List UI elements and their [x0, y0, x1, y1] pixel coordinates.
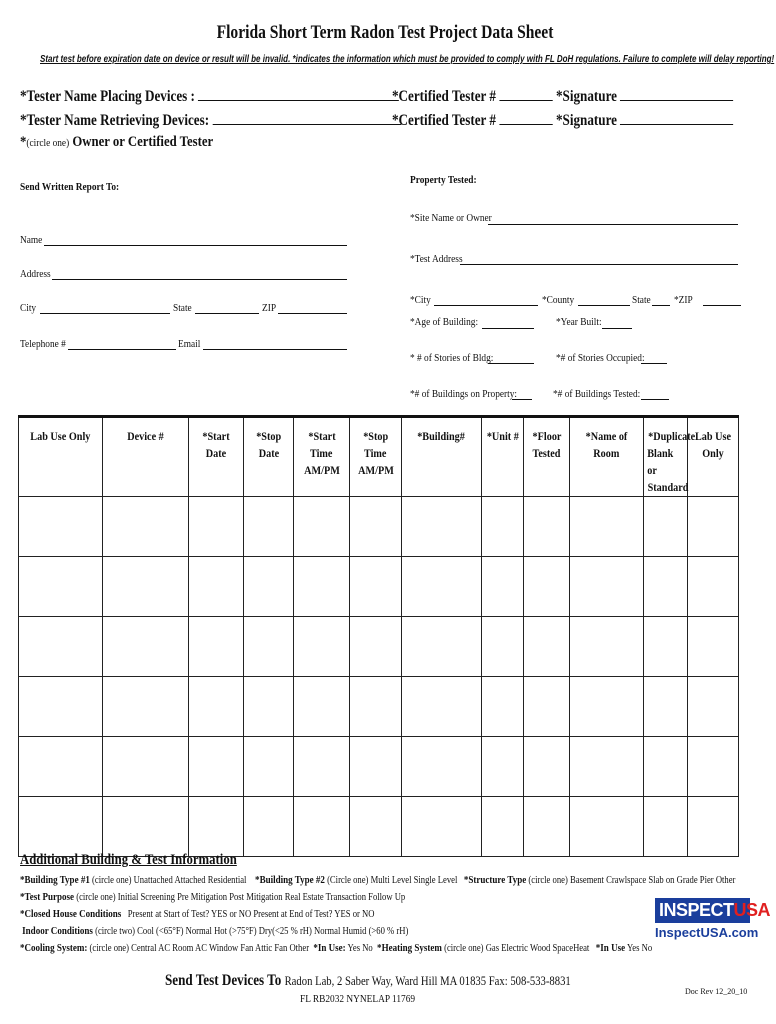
table-cell[interactable]: [644, 557, 688, 617]
column-header: [524, 417, 570, 497]
column-header-line: Date: [205, 446, 227, 460]
cooling-options[interactable]: (circle one) Central AC Room AC Window Fan Attic Fan Other: [89, 943, 310, 954]
page-title: Florida Short Term Radon Test Project Data Sheet: [216, 22, 554, 43]
closed-house-label: *Closed House Conditions: [20, 908, 122, 920]
table-cell[interactable]: [570, 677, 644, 737]
column-header-line: AM/PM: [303, 463, 340, 477]
table-cell[interactable]: [482, 797, 524, 857]
table-row: [19, 737, 739, 797]
table-cell[interactable]: [482, 617, 524, 677]
table-cell[interactable]: [189, 497, 244, 557]
table-cell[interactable]: [294, 617, 350, 677]
column-header: [570, 417, 644, 497]
column-header-line: Time: [364, 446, 387, 460]
report-telephone-field[interactable]: [68, 349, 176, 350]
table-cell[interactable]: [402, 737, 482, 797]
site-name-label: *Site Name or Owner: [410, 212, 492, 224]
table-cell[interactable]: [294, 557, 350, 617]
table-cell[interactable]: [688, 677, 739, 737]
footer-license: FL RB2032 NYNELAP 11769: [300, 993, 416, 1005]
table-cell[interactable]: [570, 737, 644, 797]
column-header-line: Lab Use Only: [30, 429, 91, 443]
column-header-line: *Duplicate: [648, 429, 696, 443]
column-header-line: Device #: [127, 429, 164, 443]
column-header: [482, 417, 524, 497]
indoor-conditions-options[interactable]: (circle two) Cool (<65°F) Normal Hot (>75°F) Dry(<25 % rH) Normal Humid (>60 % rH): [95, 926, 409, 937]
report-address-field[interactable]: [52, 279, 347, 280]
table-cell[interactable]: [350, 677, 402, 737]
property-county-label: *County: [542, 294, 575, 306]
table-cell[interactable]: [244, 737, 294, 797]
building-type1-options[interactable]: (circle one) Unattached Attached Residential: [92, 875, 247, 886]
property-zip-field[interactable]: [703, 305, 741, 306]
table-cell[interactable]: [524, 737, 570, 797]
test-purpose-row: [20, 891, 405, 903]
test-address-field[interactable]: [460, 264, 738, 265]
table-cell[interactable]: [482, 497, 524, 557]
logo-url: InspectUSA.com: [655, 925, 759, 940]
table-cell[interactable]: [294, 737, 350, 797]
buildings-label: *# of Buildings on Property:: [410, 388, 518, 400]
column-header-line: *Floor: [532, 429, 561, 443]
structure-type-label: *Structure Type: [463, 874, 527, 886]
tester-placing-field[interactable]: [198, 88, 399, 101]
column-header: [189, 417, 244, 497]
indoor-conditions-label: Indoor Conditions: [22, 925, 93, 937]
site-name-field[interactable]: [488, 224, 738, 225]
table-cell[interactable]: [350, 557, 402, 617]
table-row: [19, 557, 739, 617]
column-header-line: Tested: [532, 446, 561, 460]
report-city-field[interactable]: [40, 313, 170, 314]
table-cell[interactable]: [570, 617, 644, 677]
structure-type-options[interactable]: (circle one) Basement Crawlspace Slab on Grade Pier Other: [528, 875, 736, 886]
cooling-inuse-label: *In Use:: [313, 942, 346, 954]
table-cell[interactable]: [402, 797, 482, 857]
table-cell[interactable]: [570, 497, 644, 557]
table-cell[interactable]: [294, 677, 350, 737]
signature-row-1: [556, 88, 733, 106]
table-cell[interactable]: [482, 737, 524, 797]
table-cell[interactable]: [19, 737, 103, 797]
column-header-line: Blank or: [647, 446, 674, 477]
table-cell[interactable]: [688, 617, 739, 677]
table-cell[interactable]: [644, 737, 688, 797]
signature-label: *Signature: [556, 88, 618, 105]
table-cell[interactable]: [244, 797, 294, 857]
table-cell[interactable]: [570, 797, 644, 857]
table-row: [19, 797, 739, 857]
property-zip-label: *ZIP: [674, 294, 693, 306]
cooling-heating-row: [20, 942, 652, 954]
table-cell[interactable]: [350, 497, 402, 557]
report-state-field[interactable]: [195, 313, 259, 314]
owner-asterisk: *: [20, 134, 27, 150]
owner-choice-row: [20, 134, 213, 151]
table-cell[interactable]: [402, 617, 482, 677]
stories-occupied-field[interactable]: [641, 363, 667, 364]
table-cell[interactable]: [294, 797, 350, 857]
table-cell[interactable]: [103, 617, 189, 677]
column-header-line: Lab Use Only: [695, 429, 731, 460]
column-header-line: *Name of: [585, 429, 628, 443]
table-cell[interactable]: [482, 557, 524, 617]
column-header: [350, 417, 402, 497]
signature-row-2: [556, 112, 733, 130]
certified-tester-label: *Certified Tester #: [392, 112, 496, 129]
table-row: [19, 617, 739, 677]
signature-field-2[interactable]: [620, 112, 733, 125]
report-zip-field[interactable]: [278, 313, 347, 314]
table-cell[interactable]: [244, 557, 294, 617]
certified-tester-row-1: [392, 88, 553, 106]
warning-text: Start test before expiration date on device or result will be invalid. *indicates the information which must be provided to comply with FL DoH regulations. Failure to complete will delay reporting!: [40, 54, 775, 65]
table-cell[interactable]: [350, 737, 402, 797]
column-header-line: Standard: [647, 480, 689, 494]
column-header-line: *Stop: [363, 429, 388, 443]
closed-house-options[interactable]: Present at Start of Test? YES or NO Present at End of Test? YES or NO: [127, 909, 375, 920]
certified-tester-row-2: [392, 112, 553, 130]
table-cell[interactable]: [189, 737, 244, 797]
cooling-inuse-options[interactable]: Yes No: [347, 943, 373, 954]
table-cell[interactable]: [189, 797, 244, 857]
tester-placing-row: [20, 88, 399, 106]
table-cell[interactable]: [524, 557, 570, 617]
table-cell[interactable]: [19, 497, 103, 557]
table-cell[interactable]: [524, 677, 570, 737]
year-built-field[interactable]: [602, 328, 632, 329]
column-header-line: AM/PM: [357, 463, 394, 477]
buildings-field[interactable]: [512, 399, 532, 400]
heating-inuse-options[interactable]: Yes No: [626, 943, 653, 954]
footer-send-label: Send Test Devices To: [165, 972, 282, 989]
column-header-line: Time: [310, 446, 333, 460]
table-cell[interactable]: [524, 797, 570, 857]
table-cell[interactable]: [644, 497, 688, 557]
table-cell[interactable]: [482, 677, 524, 737]
table-cell[interactable]: [103, 797, 189, 857]
property-city-field[interactable]: [434, 305, 538, 306]
property-county-field[interactable]: [578, 305, 630, 306]
table-cell[interactable]: [402, 497, 482, 557]
stories-occupied-label: *# of Stories Occupied:: [556, 352, 645, 364]
table-row: [19, 497, 739, 557]
indoor-conditions-row: [20, 925, 408, 937]
column-header-line: Room: [593, 446, 620, 460]
doc-revision: Doc Rev 12_20_10: [685, 987, 748, 996]
certified-tester-field-1[interactable]: [499, 88, 552, 101]
inspectusa-logo: [655, 898, 776, 940]
table-cell[interactable]: [688, 557, 739, 617]
column-header: [19, 417, 103, 497]
column-header-line: *Unit #: [486, 429, 519, 443]
age-label: *Age of Building:: [410, 316, 479, 328]
report-email-label: Email: [178, 338, 201, 350]
column-header: [644, 417, 696, 497]
table-cell[interactable]: [524, 617, 570, 677]
signature-label: *Signature: [556, 112, 618, 129]
heating-inuse-label: *In Use: [595, 942, 626, 954]
heating-label: *Heating System: [377, 942, 442, 954]
send-report-label: Send Written Report To:: [20, 181, 120, 193]
tester-retrieving-field[interactable]: [212, 112, 401, 125]
table-cell[interactable]: [103, 737, 189, 797]
column-header-line: *Stop: [256, 429, 281, 443]
tester-retrieving-label: *Tester Name Retrieving Devices:: [20, 112, 210, 129]
owner-choice[interactable]: Owner or Certified Tester: [72, 134, 214, 150]
report-telephone-label: Telephone #: [20, 338, 66, 350]
signature-field-1[interactable]: [620, 88, 733, 101]
table-cell[interactable]: [524, 497, 570, 557]
buildings-tested-field[interactable]: [641, 399, 669, 400]
certified-tester-label: *Certified Tester #: [392, 88, 496, 105]
table-cell[interactable]: [688, 737, 739, 797]
table-cell[interactable]: [244, 677, 294, 737]
report-address-label: Address: [20, 268, 51, 280]
certified-tester-field-2[interactable]: [499, 112, 552, 125]
closed-house-row: [20, 908, 374, 920]
column-header: [402, 417, 482, 497]
additional-heading: Additional Building & Test Information: [20, 852, 237, 868]
report-city-label: City: [20, 302, 37, 314]
tester-placing-label: *Tester Name Placing Devices :: [20, 88, 195, 105]
column-header: [244, 417, 294, 497]
report-name-field[interactable]: [44, 245, 347, 246]
footer-send-row: [165, 972, 571, 990]
building-type2-label: *Building Type #2: [255, 874, 325, 886]
table-cell[interactable]: [570, 557, 644, 617]
table-cell[interactable]: [294, 497, 350, 557]
test-purpose-label: *Test Purpose: [20, 891, 75, 903]
table-cell[interactable]: [189, 557, 244, 617]
stories-field[interactable]: [488, 363, 534, 364]
report-email-field[interactable]: [203, 349, 347, 350]
building-type1-label: *Building Type #1: [20, 874, 90, 886]
column-header-line: *Start: [202, 429, 230, 443]
table-header-row: [19, 417, 739, 497]
table-cell[interactable]: [189, 617, 244, 677]
table-cell[interactable]: [350, 617, 402, 677]
report-zip-label: ZIP: [262, 302, 277, 314]
report-name-label: Name: [20, 234, 43, 246]
table-cell[interactable]: [644, 677, 688, 737]
cooling-label: *Cooling System:: [20, 942, 88, 954]
report-state-label: State: [173, 302, 192, 314]
table-cell[interactable]: [350, 797, 402, 857]
test-purpose-options[interactable]: (circle one) Initial Screening Pre Mitigation Post Mitigation Real Estate Transaction Follow Up: [76, 892, 406, 903]
building-type-row: [20, 874, 735, 886]
column-header: [294, 417, 350, 497]
table-cell[interactable]: [644, 797, 688, 857]
column-header: [688, 417, 739, 497]
property-city-label: *City: [410, 294, 431, 306]
column-header: [103, 417, 189, 497]
footer-address: Radon Lab, 2 Saber Way, Ward Hill MA 01835 Fax: 508-533-8831: [284, 973, 571, 988]
device-table: [18, 415, 739, 857]
table-cell[interactable]: [402, 677, 482, 737]
table-cell[interactable]: [688, 797, 739, 857]
table-cell[interactable]: [19, 557, 103, 617]
property-heading: Property Tested:: [410, 174, 477, 186]
tester-retrieving-row: [20, 112, 401, 130]
table-cell[interactable]: [103, 497, 189, 557]
table-cell[interactable]: [244, 497, 294, 557]
table-cell[interactable]: [103, 677, 189, 737]
table-body: [19, 497, 739, 857]
column-header-line: *Building#: [417, 429, 466, 443]
table-cell[interactable]: [189, 677, 244, 737]
building-type2-options[interactable]: (Circle one) Multi Level Single Level: [327, 875, 458, 886]
column-header-line: Date: [258, 446, 279, 460]
table-cell[interactable]: [19, 797, 103, 857]
property-state-field[interactable]: [652, 305, 670, 306]
table-cell[interactable]: [402, 557, 482, 617]
table-cell[interactable]: [688, 497, 739, 557]
heating-options[interactable]: (circle one) Gas Electric Wood SpaceHeat: [444, 943, 590, 954]
table-cell[interactable]: [19, 617, 103, 677]
table-cell[interactable]: [244, 617, 294, 677]
table-cell[interactable]: [103, 557, 189, 617]
column-header-line: *Start: [307, 429, 336, 443]
stories-label: * # of Stories of Bldg:: [410, 352, 494, 364]
table-cell[interactable]: [644, 617, 688, 677]
age-field[interactable]: [482, 328, 534, 329]
buildings-tested-label: *# of Buildings Tested:: [553, 388, 641, 400]
table-cell[interactable]: [19, 677, 103, 737]
test-address-label: *Test Address: [410, 253, 463, 265]
logo-wordmark: INSPECTUSA®: [655, 898, 750, 923]
property-state-label: State: [632, 294, 651, 306]
year-built-label: *Year Built:: [556, 316, 602, 328]
table-row: [19, 677, 739, 737]
circle-one-note: (circle one): [26, 137, 70, 149]
